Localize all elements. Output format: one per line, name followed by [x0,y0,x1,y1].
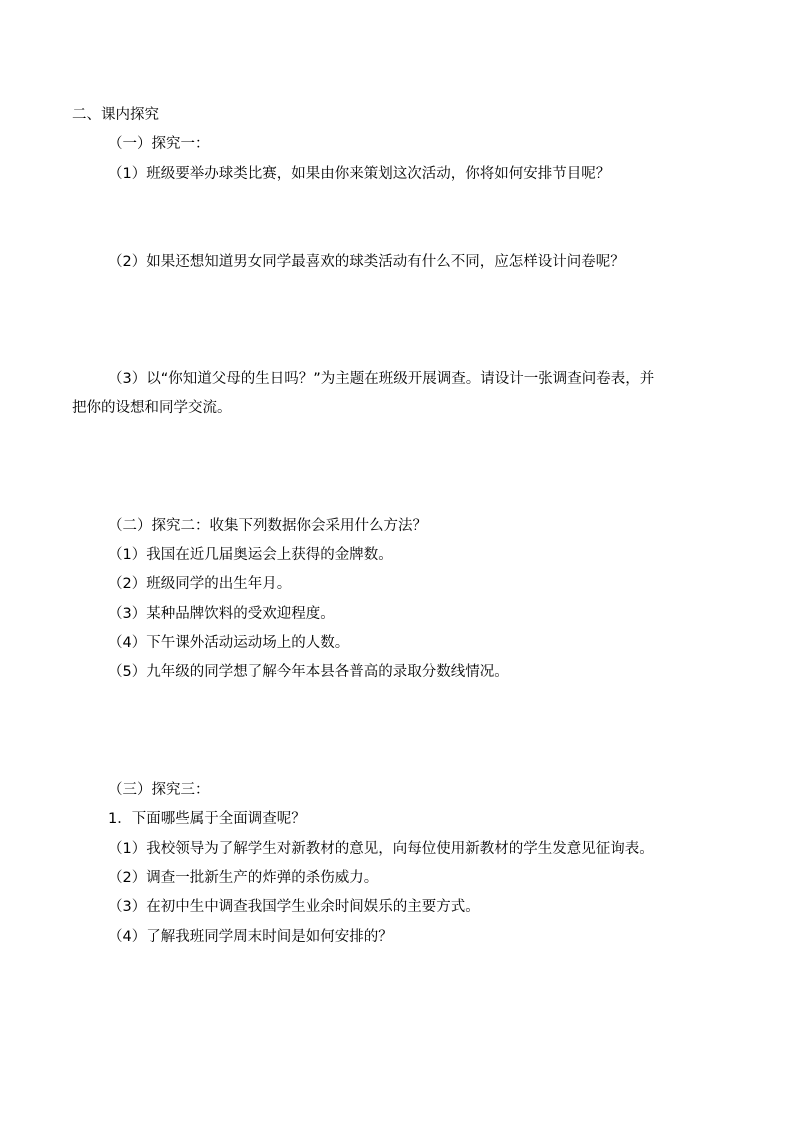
part2-heading: （二）探究二：收集下列数据你会采用什么方法？ [108,518,427,534]
part3-item: （1）我校领导为了解学生对新教材的意见，向每位使用新教材的学生发意见征询表。 [108,841,654,857]
part2-item: （3）某种品牌饮料的受欢迎程度。 [108,606,335,622]
part2-item: （2）班级同学的出生年月。 [108,576,292,592]
part1-question-3-line1: （3）以“你知道父母的生日吗？”为主题在班级开展调查。请设计一张调查问卷表，并 [108,371,655,387]
part3-item: （3）在初中生中调查我国学生业余时间娱乐的主要方式。 [108,899,480,915]
part3-heading: （三）探究三： [108,782,210,798]
part1-question-3-line2: 把你的设想和同学交流。 [72,400,232,416]
part2-item: （5）九年级的同学想了解今年本县各普高的录取分数线情况。 [108,664,509,680]
part3-item: （2）调查一批新生产的炸弹的杀伤威力。 [108,870,379,886]
part3-question: 1．下面哪些属于全面调查呢？ [108,811,306,827]
part2-item: （1）我国在近几届奥运会上获得的金牌数。 [108,547,393,563]
part1-heading: （一）探究一： [108,136,210,152]
part2-item: （4）下午课外活动运动场上的人数。 [108,635,350,651]
part1-question-1: （1）班级要举办球类比赛，如果由你来策划这次活动，你将如何安排节目呢？ [108,166,611,182]
section-title: 二、课内探究 [72,107,159,123]
part3-item: （4）了解我班同学周末时间是如何安排的？ [108,929,393,945]
part1-question-2: （2）如果还想知道男女同学最喜欢的球类活动有什么不同，应怎样设计问卷呢？ [108,254,625,270]
